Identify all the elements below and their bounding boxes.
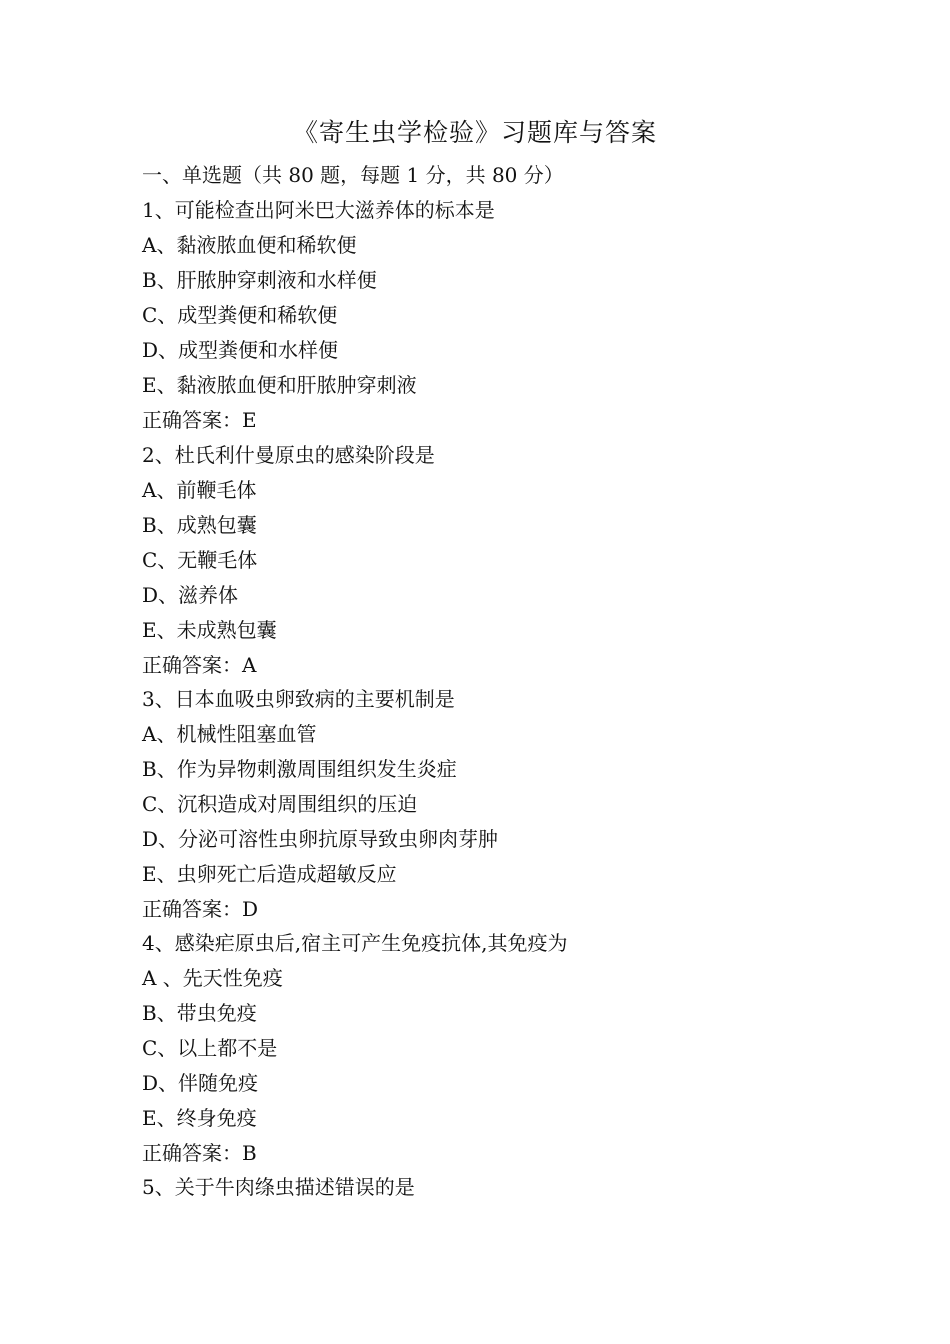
q4-option-d: D、伴随免疫 [142, 1071, 259, 1095]
q2-answer: 正确答案：A [142, 653, 257, 677]
question-1: 1、可能检查出阿米巴大滋养体的标本是 [142, 198, 495, 222]
q3-option-b: B、作为异物刺激周围组织发生炎症 [142, 757, 457, 781]
q2-option-d: D、滋养体 [142, 583, 239, 607]
q3-option-d: D、分泌可溶性虫卵抗原导致虫卵肉芽肿 [142, 827, 499, 851]
q4-option-c: C、以上都不是 [142, 1036, 278, 1060]
q4-option-a: A 、先天性免疫 [142, 966, 283, 990]
question-2: 2、杜氏利什曼原虫的感染阶段是 [142, 443, 435, 467]
q3-answer: 正确答案：D [142, 897, 259, 921]
q1-option-e: E、黏液脓血便和肝脓肿穿刺液 [142, 373, 417, 397]
q3-option-c: C、沉积造成对周围组织的压迫 [142, 792, 418, 816]
q1-option-b: B、肝脓肿穿刺液和水样便 [142, 268, 377, 292]
q4-option-b: B、带虫免疫 [142, 1001, 257, 1025]
q2-option-c: C、无鞭毛体 [142, 548, 258, 572]
q1-option-d: D、成型粪便和水样便 [142, 338, 339, 362]
q3-option-a: A、机械性阻塞血管 [142, 722, 317, 746]
q1-answer: 正确答案：E [142, 408, 257, 432]
question-3: 3、日本血吸虫卵致病的主要机制是 [142, 687, 455, 711]
q2-option-a: A、前鞭毛体 [142, 478, 257, 502]
section-heading: 一、单选题（共 80 题，每题 1 分，共 80 分） [142, 163, 564, 187]
question-4: 4、感染疟原虫后,宿主可产生免疫抗体,其免疫为 [142, 931, 568, 955]
document-title: 《寄生虫学检验》习题库与答案 [292, 118, 657, 147]
q1-option-c: C、成型粪便和稀软便 [142, 303, 338, 327]
q4-option-e: E、终身免疫 [142, 1106, 257, 1130]
q2-option-e: E、未成熟包囊 [142, 618, 277, 642]
q4-answer: 正确答案：B [142, 1141, 257, 1165]
question-5: 5、关于牛肉绦虫描述错误的是 [142, 1175, 415, 1199]
q3-option-e: E、虫卵死亡后造成超敏反应 [142, 862, 397, 886]
q1-option-a: A、黏液脓血便和稀软便 [142, 233, 357, 257]
q2-option-b: B、成熟包囊 [142, 513, 257, 537]
